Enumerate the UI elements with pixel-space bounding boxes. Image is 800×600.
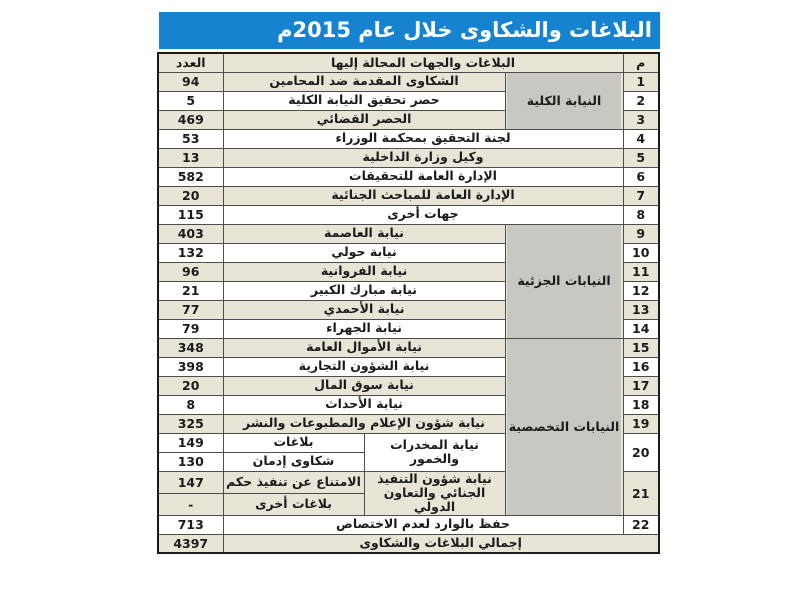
table-row [158, 148, 659, 167]
table-row [158, 186, 659, 205]
row-number: 6 [623, 167, 659, 186]
row-number: 11 [623, 262, 659, 281]
row-value: 469 [158, 110, 223, 129]
row-value: 713 [158, 515, 223, 534]
row-value: 325 [158, 414, 223, 433]
sub-row-value: 147 [158, 471, 223, 493]
row-label: نيابة شؤون الإعلام والمطبوعات والنشر [223, 414, 505, 433]
row-value: 5 [158, 91, 223, 110]
row-value: 13 [158, 148, 223, 167]
row-value: 115 [158, 205, 223, 224]
row-label: نيابة حولي [223, 243, 505, 262]
report-panel [159, 12, 660, 554]
row-number: 3 [623, 110, 659, 129]
row-number: 14 [623, 319, 659, 338]
sub-row-value: 149 [158, 433, 223, 452]
row-value: 96 [158, 262, 223, 281]
col-header-number: م [623, 53, 659, 72]
row-number: 16 [623, 357, 659, 376]
row-label: نيابة الفروانية [223, 262, 505, 281]
row-label: نيابة الأحمدي [223, 300, 505, 319]
row-number: 7 [623, 186, 659, 205]
row-value: 398 [158, 357, 223, 376]
row-value: 582 [158, 167, 223, 186]
table-row [158, 167, 659, 186]
row-number: 8 [623, 205, 659, 224]
row-number: 17 [623, 376, 659, 395]
table-row [158, 515, 659, 534]
row-number: 15 [623, 338, 659, 357]
group-cell-general-prosecution: النيابة الكلية [505, 72, 623, 129]
row-number: 9 [623, 224, 659, 243]
row-label: وكيل وزارة الداخلية [223, 148, 623, 167]
row-number: 22 [623, 515, 659, 534]
sub-row-label: بلاغات [223, 433, 364, 452]
table-row [158, 205, 659, 224]
row-number: 10 [623, 243, 659, 262]
sub-row-label: شكاوى إدمان [223, 452, 364, 471]
row-value: 348 [158, 338, 223, 357]
row-label: نيابة الجهراء [223, 319, 505, 338]
row-value: 132 [158, 243, 223, 262]
row-number: 12 [623, 281, 659, 300]
table-row [158, 129, 659, 148]
row-number: 4 [623, 129, 659, 148]
row-number: 19 [623, 414, 659, 433]
row-value: 8 [158, 395, 223, 414]
row-label: جهات أخرى [223, 205, 623, 224]
row-number: 1 [623, 72, 659, 91]
total-value: 4397 [158, 534, 223, 553]
col-header-count: العدد [158, 53, 223, 72]
row-label: نيابة مبارك الكبير [223, 281, 505, 300]
row-value: 403 [158, 224, 223, 243]
row-value: 94 [158, 72, 223, 91]
row-number: 20 [623, 433, 659, 471]
sub-row-value: - [158, 493, 223, 515]
total-row [158, 534, 659, 553]
group-cell-specialized-prosecutions: النيابات التخصصية [505, 338, 623, 515]
sub-row-value: 130 [158, 452, 223, 471]
row-number: 13 [623, 300, 659, 319]
row-label: نيابة الأحداث [223, 395, 505, 414]
row-value: 79 [158, 319, 223, 338]
row-number: 2 [623, 91, 659, 110]
sub-row-label: الامتناع عن تنفيذ حكم [223, 471, 364, 493]
row-number: 18 [623, 395, 659, 414]
row-label: نيابة شؤون التنفيذ الجنائي والتعاون الدولي [364, 471, 505, 515]
sub-row-label: بلاغات أخرى [223, 493, 364, 515]
row-value: 20 [158, 376, 223, 395]
table-row [158, 338, 659, 357]
row-number: 5 [623, 148, 659, 167]
row-value: 53 [158, 129, 223, 148]
row-number: 21 [623, 471, 659, 515]
row-label: حصر تحقيق النيابة الكلية [223, 91, 505, 110]
table-row [158, 72, 659, 91]
report-title: البلاغات والشكاوى خلال عام 2015م [277, 18, 652, 42]
row-label: نيابة الشؤون التجارية [223, 357, 505, 376]
row-value: 20 [158, 186, 223, 205]
row-label: نيابة المخدرات والخمور [364, 433, 505, 471]
row-value: 21 [158, 281, 223, 300]
row-label: حفظ بالوارد لعدم الاختصاص [223, 515, 623, 534]
row-value: 77 [158, 300, 223, 319]
row-label: نيابة الأموال العامة [223, 338, 505, 357]
row-label: الإدارة العامة للتحقيقات [223, 167, 623, 186]
table-row [158, 224, 659, 243]
header-row [158, 53, 659, 72]
total-label: إجمالي البلاغات والشكاوى [223, 534, 659, 553]
row-label: لجنة التحقيق بمحكمة الوزراء [223, 129, 623, 148]
row-label: نيابة سوق المال [223, 376, 505, 395]
row-label: الحصر القضائي [223, 110, 505, 129]
report-title-bar [159, 12, 660, 49]
group-cell-district-prosecutions: النيابات الجزئية [505, 224, 623, 338]
col-header-entity: البلاغات والجهات المحالة إليها [223, 53, 623, 72]
row-label: الشكاوى المقدمة ضد المحامين [223, 72, 505, 91]
row-label: الإدارة العامة للمباحث الجنائية [223, 186, 623, 205]
row-label: نيابة العاصمة [223, 224, 505, 243]
complaints-table [157, 52, 660, 554]
